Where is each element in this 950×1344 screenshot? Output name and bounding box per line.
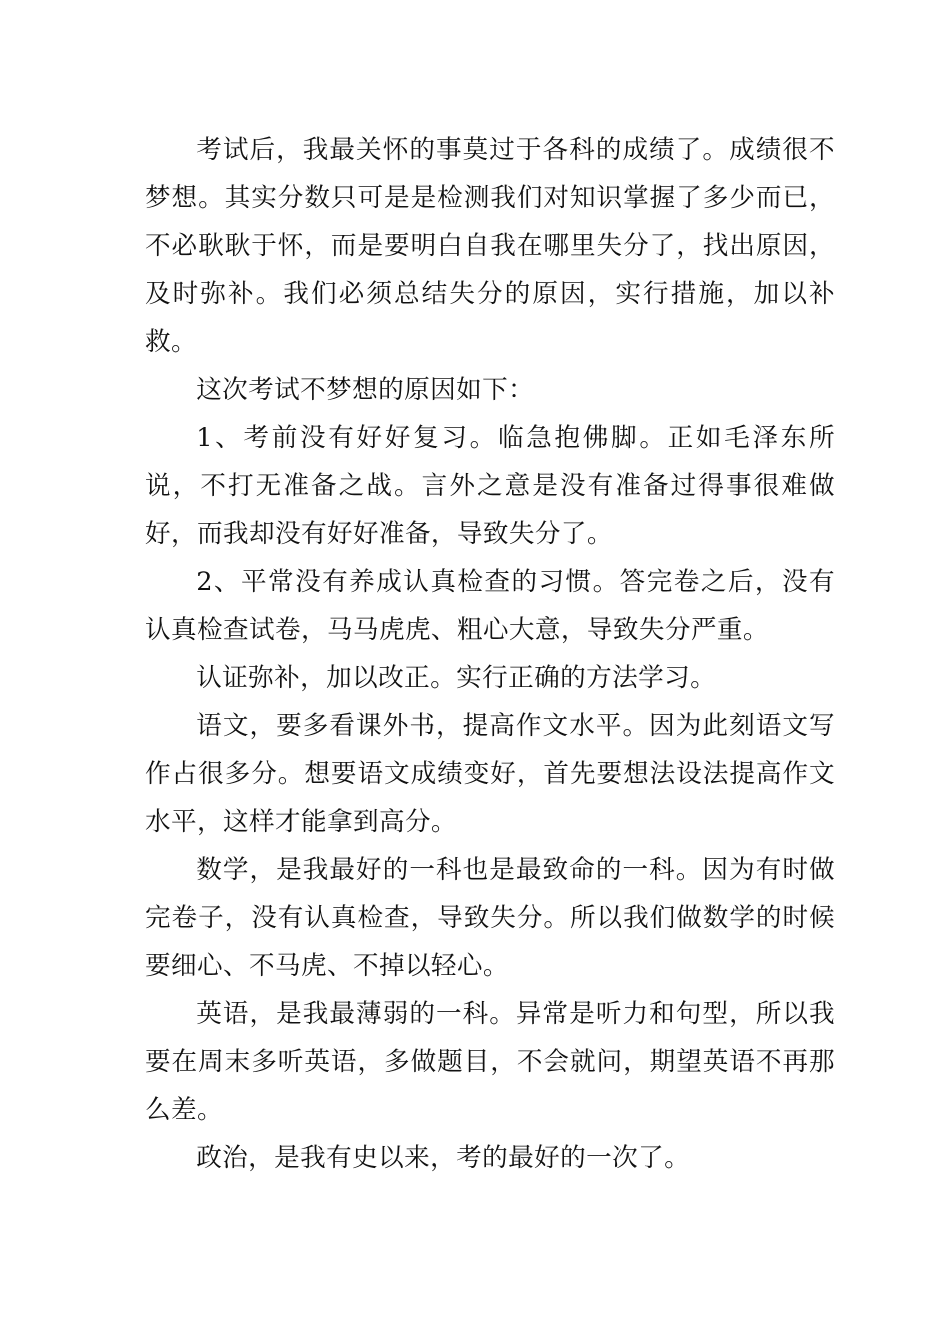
paragraph-correction: 认证弥补，加以改正。实行正确的方法学习。 xyxy=(196,663,717,693)
paragraph-intro: 考试后，我最关怀的事莫过于各科的成绩了。成绩很不梦想。其实分数只可是是检测我们对知识掌握了多少而已，不必耿耿于怀，而是要明白自我在哪里失分了，找出原因，及时弥补。我们必须总结失分的原因，实行措施，加以补救。 xyxy=(145,135,835,357)
paragraph-reasons-heading: 这次考试不梦想的原因如下： xyxy=(196,375,535,405)
paragraph-reason-2: 2、平常没有养成认真检查的习惯。答完卷之后，没有认真检查试卷，马马虎虎、粗心大意，导致失分严重。 xyxy=(145,567,835,645)
paragraph-reason-1: 1、考前没有好好复习。临急抱佛脚。正如毛泽东所说，不打无准备之战。言外之意是没有准备过得事很难做好，而我却没有好好准备，导致失分了。 xyxy=(145,423,835,549)
paragraph-politics: 政治，是我有史以来，考的最好的一次了。 xyxy=(196,1143,691,1173)
document-body xyxy=(145,126,835,1182)
paragraph-chinese: 语文，要多看课外书，提高作文水平。因为此刻语文写作占很多分。想要语文成绩变好，首先要想法设法提高作文水平，这样才能拿到高分。 xyxy=(145,711,835,837)
paragraph-english: 英语，是我最薄弱的一科。异常是听力和句型，所以我要在周末多听英语，多做题目，不会就问，期望英语不再那么差。 xyxy=(145,999,835,1125)
paragraph-math: 数学，是我最好的一科也是最致命的一科。因为有时做完卷子，没有认真检查，导致失分。所以我们做数学的时候要细心、不马虎、不掉以轻心。 xyxy=(145,855,835,981)
